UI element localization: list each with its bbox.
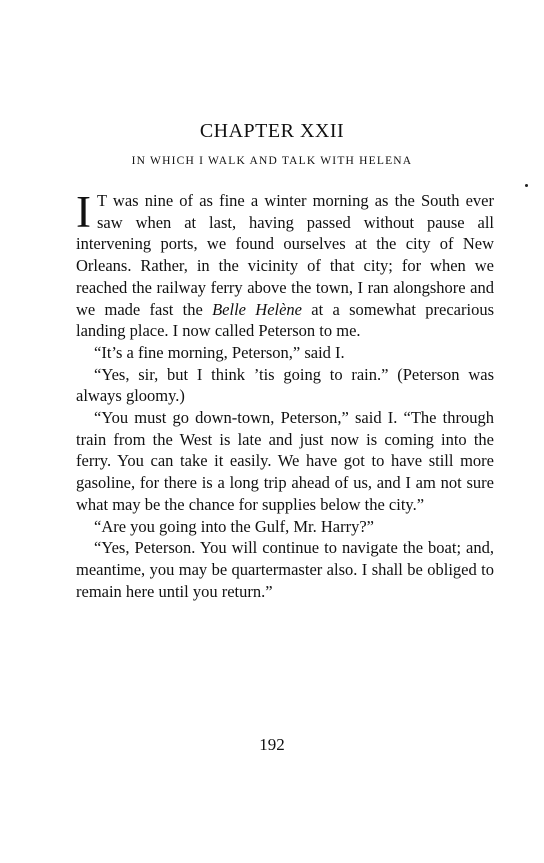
body-text <box>76 187 494 602</box>
page-number: 192 <box>259 735 285 754</box>
chapter-title: CHAPTER XXII <box>199 120 345 142</box>
ship-name: Belle Helène <box>212 299 302 319</box>
paragraph-6: “Yes, Peterson. You will continue to navigate the boat; and, meantime, you may be quartermaster also. I shall be obliged to remain here until you return.” <box>76 538 494 601</box>
paragraph-1-part-a: T was nine of as fine a winter morning as the South ever saw when at last, having passed without pause all intervening ports, we found ourselves at the city of New Orleans. Rather, in the vicinity of that city; for when we reached the railway ferry above the town, I ran alongshore and we made fast the <box>76 191 494 319</box>
paragraph-2: “It’s a fine morning, Peterson,” said I. <box>94 342 345 362</box>
paragraph-5: “Are you going into the Gulf, Mr. Harry?” <box>94 516 374 536</box>
drop-cap: I <box>76 187 91 237</box>
paragraph-1-part-b: at a somewhat precarious landing place. I now called Peterson to me. <box>76 299 494 341</box>
paragraph-1 <box>76 187 494 342</box>
chapter-subtitle: IN WHICH I WALK AND TALK WITH HELENA <box>131 155 413 167</box>
paragraph-3: “Yes, sir, but I think ’tis going to rain.” (Peterson was always gloomy.) <box>76 364 494 406</box>
paragraph-4: “You must go down-town, Peterson,” said I. “The through train from the West is late and just now is coming into the ferry. You can take it easily. We have got to have still more gasoline, for there is a long trip ahead of us, and I am not sure what may be the chance for supplies below the city.” <box>76 408 494 514</box>
print-speck <box>525 184 528 187</box>
